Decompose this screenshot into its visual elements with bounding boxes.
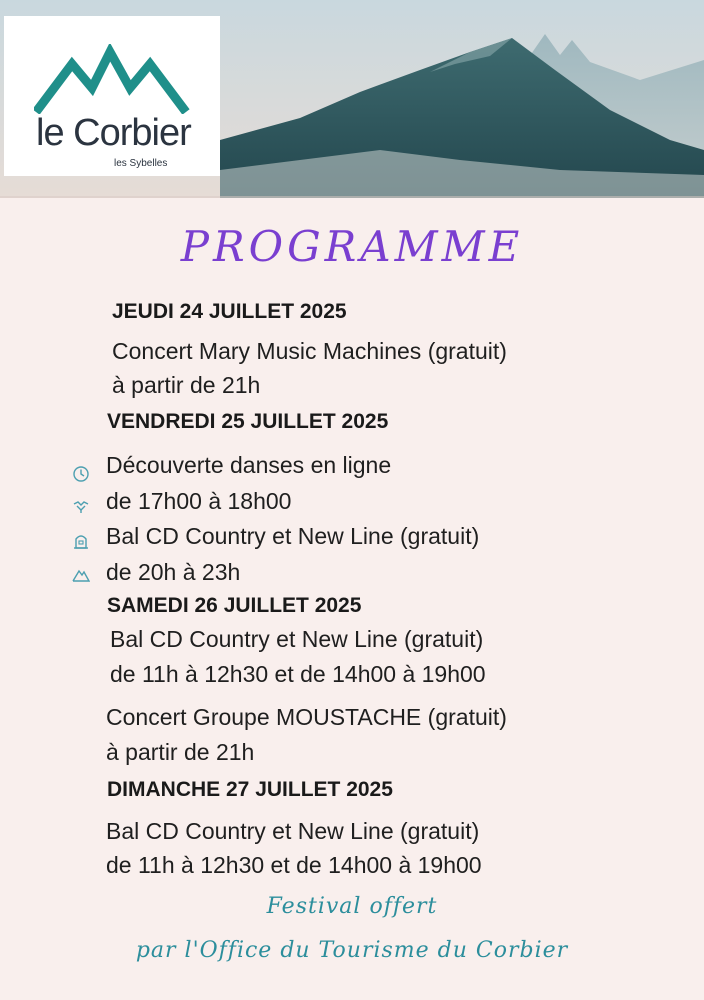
mountain-logo-icon — [34, 44, 194, 114]
logo-subtitle: les Sybelles — [114, 158, 168, 169]
event-line: Bal CD Country et New Line (gratuit) — [106, 818, 480, 844]
event-line: Concert Mary Music Machines (gratuit) — [112, 338, 507, 364]
event-line: Bal CD Country et New Line (gratuit) — [110, 626, 484, 652]
event-line: de 20h à 23h — [106, 559, 241, 585]
day-heading-samedi: SAMEDI 26 JUILLET 2025 — [107, 594, 362, 617]
clock-icon — [72, 465, 90, 483]
day-heading-vendredi: VENDREDI 25 JUILLET 2025 — [107, 410, 389, 433]
page-title: PROGRAMME — [180, 222, 524, 271]
event-line: de 17h00 à 18h00 — [106, 488, 292, 514]
footer-line-2: par l'Office du Tourisme du Corbier — [135, 938, 569, 963]
day-heading-jeudi: JEUDI 24 JUILLET 2025 — [112, 300, 347, 323]
event-line: à partir de 21h — [106, 739, 255, 765]
event-line: de 11h à 12h30 et de 14h00 à 19h00 — [106, 852, 482, 878]
day-heading-dimanche: DIMANCHE 27 JUILLET 2025 — [107, 778, 393, 801]
handshake-icon — [72, 497, 90, 515]
logo — [4, 16, 220, 176]
event-line: Concert Groupe MOUSTACHE (gratuit) — [106, 704, 507, 730]
footer-line-1: Festival offert — [266, 894, 438, 919]
mountain-icon — [72, 565, 90, 583]
monument-icon — [72, 532, 90, 550]
logo-name: le Corbier — [36, 112, 191, 154]
event-line: Bal CD Country et New Line (gratuit) — [106, 523, 480, 549]
event-line: Découverte danses en ligne — [106, 452, 392, 478]
event-line: de 11h à 12h30 et de 14h00 à 19h00 — [110, 661, 486, 687]
event-line: à partir de 21h — [112, 372, 261, 398]
